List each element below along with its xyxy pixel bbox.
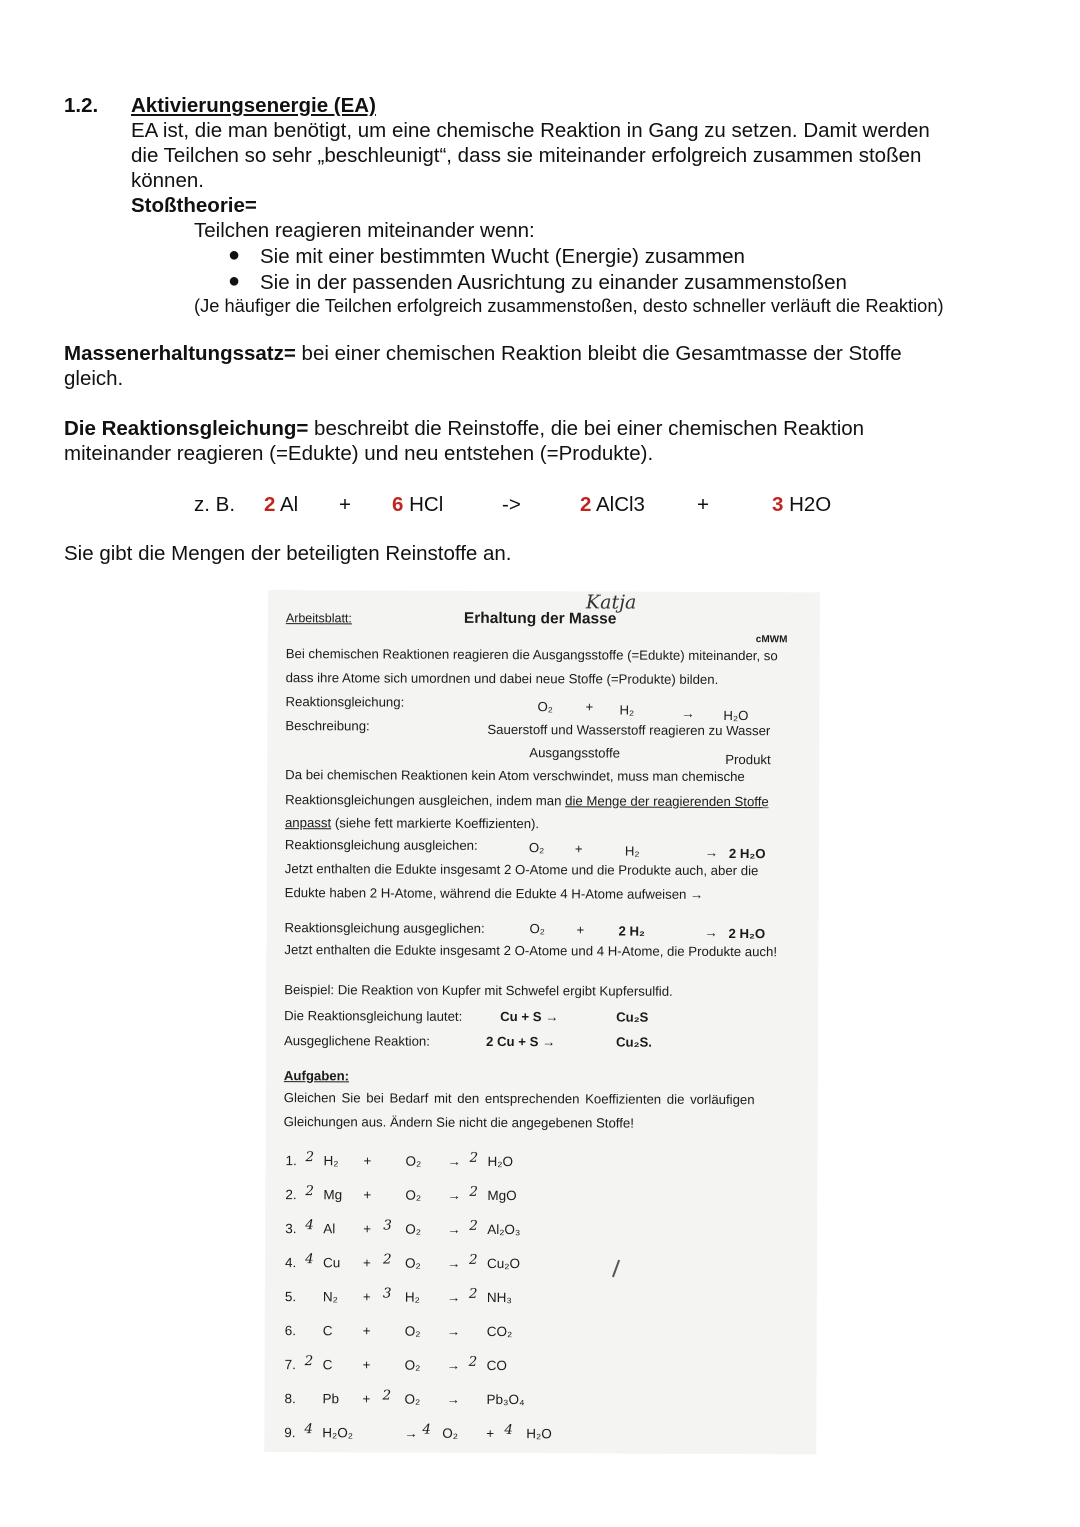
- text: Reaktionsgleichungen ausgleichen, indem man: [285, 792, 566, 809]
- handwritten-coefficient: 4: [422, 1421, 431, 1438]
- reaction-arrow: →: [704, 844, 719, 860]
- formula: H₂: [323, 1153, 339, 1169]
- handwritten-coefficient: 2: [468, 1353, 478, 1370]
- formula: MgO: [487, 1187, 517, 1204]
- aufgaben-heading: Aufgaben:: [283, 1068, 350, 1084]
- beispiel-label-3: Ausgeglichene Reaktion:: [284, 1033, 430, 1049]
- para-line-2: die Teilchen so sehr „beschleunigt“, dass sie miteinander erfolgreich zusammen stoßen: [131, 144, 922, 167]
- section-number: 1.2.: [64, 94, 99, 117]
- para-line-3: können.: [131, 169, 204, 192]
- formula: H₂O: [526, 1426, 552, 1442]
- formula: H₂O: [487, 1153, 514, 1170]
- formula: 2 H₂O: [728, 926, 766, 942]
- reaction-arrow: →: [447, 1221, 461, 1237]
- reaction-arrow: →: [447, 1187, 461, 1203]
- ausgangsstoffe-label: Ausgangsstoffe: [529, 745, 620, 761]
- plus-sign: +: [363, 1153, 372, 1169]
- stosstheorie-note: (Je häufiger die Teilchen erfolgreich zusammenstoßen, desto schneller verläuft die Reaktion): [194, 295, 944, 316]
- plus-sign: +: [486, 1425, 495, 1441]
- worksheet-title: Erhaltung der Masse: [463, 609, 617, 628]
- reaction-arrow: →: [704, 924, 718, 940]
- beispiel-product-2: Cu₂S: [616, 1009, 649, 1025]
- beispiel-product-3: Cu₂S.: [615, 1034, 652, 1050]
- reaktionsgleichung-term: Die Reaktionsgleichung=: [64, 417, 309, 440]
- formula: O₂: [537, 699, 553, 715]
- underlined-text: anpasst: [284, 815, 332, 831]
- substance: H2O: [783, 493, 832, 516]
- task-number: 5.: [284, 1289, 297, 1305]
- stosstheorie-intro: Teilchen reagieren miteinander wenn:: [194, 219, 535, 242]
- plus-sign: +: [362, 1289, 371, 1305]
- formula: Mg: [323, 1187, 343, 1203]
- example-term-3: [580, 492, 645, 517]
- beispiel-equation-3: 2 Cu + S →: [485, 1033, 556, 1050]
- handwritten-coefficient: 3: [383, 1217, 392, 1234]
- reaction-arrow: →: [447, 1255, 461, 1271]
- handwritten-coefficient: 2: [469, 1183, 479, 1200]
- task-number: 7.: [284, 1357, 296, 1373]
- task-number: 4.: [285, 1255, 297, 1271]
- handwritten-coefficient: 2: [383, 1251, 392, 1268]
- handwritten-coefficient: 2: [469, 1217, 478, 1234]
- formula: H₂O: [723, 707, 749, 724]
- handwritten-coefficient: 4: [305, 1217, 314, 1234]
- beispiel-line-1: Beispiel: Die Reaktion von Kupfer mit Schwefel ergibt Kupfersulfid.: [284, 982, 673, 999]
- formula: O₂: [529, 921, 545, 937]
- handwritten-coefficient: 2: [305, 1149, 315, 1166]
- task-number: 2.: [285, 1187, 297, 1203]
- para2-line-3: [285, 815, 539, 832]
- plus-sign: +: [585, 699, 594, 715]
- formula: O₂: [405, 1221, 421, 1237]
- handwritten-coefficient: 4: [504, 1422, 513, 1439]
- reaktionsgleichung-line-1: [64, 416, 864, 441]
- beispiel-equation-2: Cu + S →: [500, 1009, 559, 1025]
- pen-mark: [612, 1260, 620, 1278]
- handwritten-coefficient: 2: [468, 1285, 478, 1302]
- plus-sign: +: [339, 493, 351, 516]
- plus-sign: +: [363, 1221, 372, 1237]
- handwritten-coefficient: 4: [305, 1251, 314, 1268]
- reaction-arrow: ->: [502, 493, 521, 516]
- example-term-4: [772, 492, 831, 517]
- para-line-1: EA ist, die man benötigt, um eine chemische Reaktion in Gang zu setzen. Damit werden: [131, 119, 930, 142]
- formula: O₂: [442, 1425, 459, 1441]
- formula: Al₂O₃: [487, 1221, 521, 1238]
- massenerhaltung-line-1: [64, 341, 902, 366]
- ausgleichen-text-1: Jetzt enthalten die Edukte insgesamt 2 O-Atome und die Produkte auch, aber die: [284, 861, 759, 879]
- plus-sign: +: [697, 493, 709, 516]
- beispiel-label-2: Die Reaktionsgleichung lautet:: [284, 1008, 463, 1024]
- coefficient: 2: [580, 493, 592, 516]
- aufgaben-line-1: Gleichen Sie bei Bedarf mit den entsprechenden Koeffizienten die vorläufigen: [283, 1090, 755, 1108]
- bullet-dot-icon: ●: [228, 270, 241, 292]
- formula: C: [322, 1323, 333, 1339]
- example-term-2: [392, 492, 443, 517]
- bullet-item-2: Sie in der passenden Ausrichtung zu einander zusammenstoßen: [260, 271, 847, 294]
- task-number: 8.: [284, 1391, 296, 1407]
- beschreibung-label: Beschreibung:: [285, 718, 370, 734]
- plus-sign: +: [362, 1357, 371, 1373]
- ausgleichen-label: Reaktionsgleichung ausgleichen:: [284, 837, 478, 853]
- substance: HCl: [403, 493, 444, 516]
- rg-label: Reaktionsgleichung:: [285, 694, 405, 710]
- formula: O₂: [404, 1391, 421, 1407]
- formula: 2 H₂O: [728, 846, 766, 862]
- para2-line-1: Da bei chemischen Reaktionen kein Atom verschwindet, muss man chemische: [285, 767, 745, 785]
- coefficient: 3: [772, 493, 784, 516]
- formula: O₂: [405, 1153, 422, 1169]
- produkt-label: Produkt: [725, 751, 771, 768]
- reaction-arrow: →: [446, 1323, 461, 1339]
- handwritten-coefficient: 2: [304, 1353, 314, 1370]
- handwritten-coefficient: 4: [304, 1421, 313, 1438]
- para2-line-2: [285, 792, 769, 810]
- copyright-mark: cMWM: [755, 634, 788, 646]
- formula: O₂: [405, 1255, 421, 1271]
- example-term-1: [264, 492, 298, 517]
- substance: AlCl3: [591, 493, 645, 516]
- massenerhaltung-text: bei einer chemischen Reaktion bleibt die Gesamtmasse der Stoffe: [295, 342, 902, 365]
- aufgaben-line-2: Gleichungen aus. Ändern Sie nicht die angegebenen Stoffe!: [283, 1114, 634, 1131]
- beschreibung-text: Sauerstoff und Wasserstoff reagieren zu Wasser: [487, 721, 771, 739]
- handwritten-coefficient: 2: [469, 1251, 478, 1268]
- formula: CO₂: [486, 1323, 513, 1340]
- coefficient: 2: [264, 493, 276, 516]
- handwritten-coefficient: 2: [305, 1183, 315, 1200]
- plus-sign: +: [576, 922, 585, 938]
- ausgeglichen-text: Jetzt enthalten die Edukte insgesamt 2 O-Atome und 4 H-Atome, die Produkte auch!: [284, 942, 778, 960]
- formula: H₂: [624, 843, 640, 859]
- worksheet-scan: [264, 590, 820, 1454]
- example-outro: Sie gibt die Mengen der beteiligten Reinstoffe an.: [64, 542, 512, 565]
- bullet-dot-icon: ●: [228, 244, 241, 266]
- reaction-arrow: →: [446, 1357, 461, 1373]
- underlined-text: die Menge der reagierenden Stoffe: [565, 793, 769, 810]
- intro-line-2: dass ihre Atome sich umordnen und dabei neue Stoffe (=Produkte) bilden.: [285, 670, 719, 687]
- formula: NH₃: [486, 1289, 512, 1306]
- task-number: 3.: [285, 1221, 297, 1237]
- plus-sign: +: [363, 1187, 372, 1203]
- formula: Al: [323, 1221, 336, 1237]
- handwritten-coefficient: 3: [382, 1285, 392, 1302]
- formula: O₂: [404, 1357, 421, 1373]
- bullet-item-1: Sie mit einer bestimmten Wucht (Energie) zusammen: [260, 245, 745, 268]
- intro-line-1: Bei chemischen Reaktionen reagieren die Ausgangsstoffe (=Edukte) miteinander, so: [285, 646, 778, 664]
- formula: CO: [486, 1357, 507, 1374]
- formula: C: [322, 1357, 333, 1373]
- formula: Pb: [322, 1391, 340, 1407]
- formula: H₂: [404, 1289, 420, 1305]
- coefficient: 6: [392, 493, 404, 516]
- reaction-arrow: →: [446, 1391, 461, 1407]
- plus-sign: +: [363, 1255, 371, 1271]
- formula: Pb₃O₄: [486, 1391, 525, 1408]
- ausgeglichen-label: Reaktionsgleichung ausgeglichen:: [284, 920, 485, 936]
- reaction-arrow: →: [681, 705, 695, 721]
- example-prefix: z. B.: [194, 493, 236, 516]
- substance: Al: [275, 493, 299, 516]
- section-title: Aktivierungsenergie (EA): [131, 94, 376, 117]
- reaktionsgleichung-line-2: miteinander reagieren (=Edukte) und neu entstehen (=Produkte).: [64, 442, 654, 465]
- handwritten-coefficient: 2: [469, 1149, 479, 1166]
- plus-sign: +: [362, 1323, 371, 1339]
- task-number: 1.: [285, 1153, 297, 1169]
- formula: O₂: [528, 840, 545, 856]
- text: (siehe fett markierte Koeffizienten).: [331, 815, 540, 832]
- ausgleichen-text-2: Edukte haben 2 H-Atome, während die Edukte 4 H-Atome aufweisen →: [284, 885, 704, 902]
- formula: N₂: [322, 1289, 338, 1305]
- handwritten-coefficient: 2: [382, 1387, 392, 1404]
- formula: O₂: [405, 1187, 422, 1203]
- formula: O₂: [404, 1323, 421, 1339]
- plus-sign: +: [362, 1391, 371, 1407]
- task-number: 6.: [284, 1323, 297, 1339]
- formula: 2 H₂: [618, 923, 645, 939]
- plus-sign: +: [574, 841, 583, 857]
- formula: Cu: [323, 1255, 341, 1271]
- massenerhaltung-line-2: gleich.: [64, 367, 124, 390]
- reaktionsgleichung-text: beschreibt die Reinstoffe, die bei einer chemischen Reaktion: [308, 417, 865, 440]
- handwritten-name: Katja: [585, 591, 637, 614]
- formula: Cu₂O: [487, 1255, 521, 1272]
- formula: H₂: [619, 702, 635, 718]
- reaction-arrow: →: [404, 1425, 418, 1441]
- stosstheorie-heading: Stoßtheorie=: [131, 194, 257, 217]
- massenerhaltung-term: Massenerhaltungssatz=: [64, 342, 296, 365]
- formula: H₂O₂: [322, 1425, 354, 1441]
- reaction-arrow: →: [446, 1289, 461, 1305]
- worksheet-label: Arbeitsblatt:: [285, 611, 352, 626]
- task-number: 9.: [284, 1425, 296, 1441]
- reaction-arrow: →: [447, 1153, 462, 1169]
